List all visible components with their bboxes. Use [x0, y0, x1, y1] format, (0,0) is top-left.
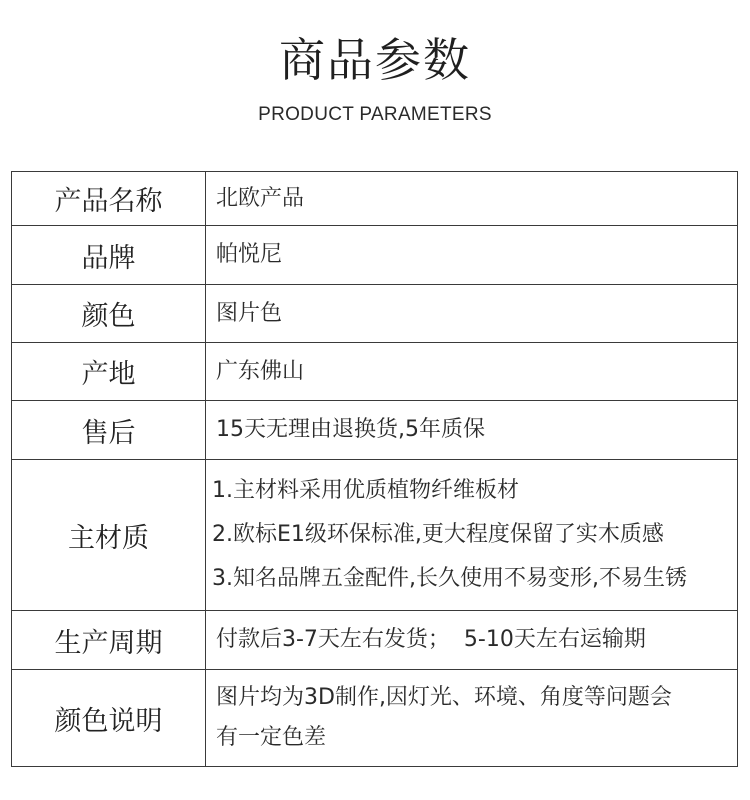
brand-label: 品牌	[12, 226, 206, 284]
color-text: 图片色	[216, 300, 283, 326]
product-parameters-table	[11, 171, 738, 767]
brand-value	[206, 226, 737, 284]
color-note-line-2: 有一定色差	[216, 725, 327, 750]
color-note-label: 颜色说明	[12, 670, 206, 766]
color-value	[206, 285, 737, 342]
material-line-1: 1.主材料采用优质植物纤维板材	[212, 478, 519, 503]
table-row-after-sales	[12, 401, 737, 460]
material-line-3: 3.知名品牌五金配件,长久使用不易变形,不易生锈	[212, 566, 687, 591]
material-value	[206, 460, 737, 610]
material-line-2: 2.欧标E1级环保标准,更大程度保留了实木质感	[212, 522, 664, 547]
table-row-origin	[12, 343, 737, 401]
production-cycle-value	[206, 611, 737, 669]
table-row-brand	[12, 226, 737, 285]
production-cycle-text: 付款后3-7天左右发货； 5-10天左右运输期	[216, 627, 646, 652]
origin-label: 产地	[12, 343, 206, 400]
product-name-label: 产品名称	[12, 172, 206, 225]
product-name-value	[206, 172, 737, 225]
production-cycle-label: 生产周期	[12, 611, 206, 669]
page-subtitle: PRODUCT PARAMETERS	[258, 104, 492, 125]
after-sales-text: 15天无理由退换货,5年质保	[216, 417, 485, 442]
product-name-text: 北欧产品	[216, 185, 305, 211]
brand-text: 帕悦尼	[216, 242, 283, 267]
material-label: 主材质	[12, 460, 206, 610]
origin-text: 广东佛山	[216, 358, 305, 384]
table-row-color	[12, 285, 737, 343]
after-sales-label: 售后	[12, 401, 206, 459]
table-row-material	[12, 460, 737, 611]
page-title: 商品参数	[279, 33, 471, 87]
origin-value	[206, 343, 737, 400]
table-row-product-name	[12, 172, 737, 226]
table-row-color-note	[12, 670, 737, 767]
color-label: 颜色	[12, 285, 206, 342]
color-note-line-1: 图片均为3D制作,因灯光、环境、角度等问题会	[216, 685, 672, 710]
table-row-production-cycle	[12, 611, 737, 670]
after-sales-value	[206, 401, 737, 459]
color-note-value	[206, 670, 737, 766]
